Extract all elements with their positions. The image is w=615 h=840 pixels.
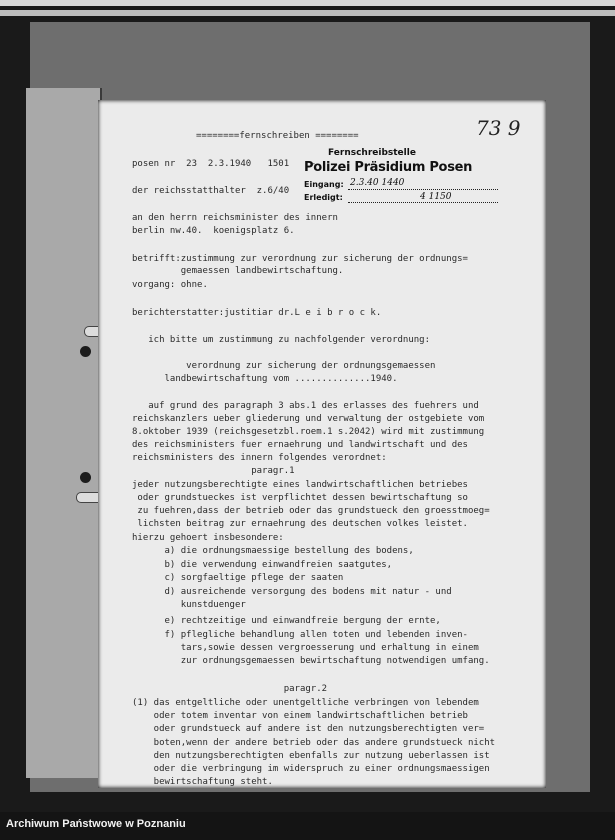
text-line: oder die verbringung im widerspruch zu einer ordnungsmaessigen xyxy=(132,764,490,774)
receipt-stamp xyxy=(300,148,540,210)
text-line: f) pflegliche behandlung allen toten und lebenden inven- xyxy=(132,630,468,640)
text-line: (1) das entgeltliche oder unentgeltliche verbringen von lebendem xyxy=(132,698,479,708)
stamp-authority: Polizei Präsidium Posen xyxy=(304,160,473,175)
stamp-erledigt-value: 4 1150 xyxy=(420,192,452,202)
handwritten-page-number: 73 9 xyxy=(476,116,521,140)
text-line: vorgang: ohne. xyxy=(132,280,208,290)
text-line: 8.oktober 1939 (reichsgesetzbl.roem.1 s.2042) wird mit zustimmung xyxy=(132,427,485,437)
text-line: hierzu gehoert insbesondere: xyxy=(132,533,284,543)
text-line: d) ausreichende versorgung des bodens mit natur - und xyxy=(132,587,452,597)
stamp-eingang-line xyxy=(348,189,498,190)
text-line: oder grundstueck auf andere ist den nutzungsberechtigten ver= xyxy=(132,724,485,734)
text-line: berlin nw.40. koenigsplatz 6. xyxy=(132,226,295,236)
stamp-eingang-value: 2.3.40 1440 xyxy=(350,178,405,188)
text-line: reichskanzlers ueber gliederung und verwaltung der ostgebiete vom xyxy=(132,414,485,424)
punch-hole-top xyxy=(80,346,91,357)
text-line: lichsten beitrag zur ernaehrung des deutschen volkes leistet. xyxy=(132,519,468,529)
text-line: an den herrn reichsminister des innern xyxy=(132,213,338,223)
text-line: bewirtschaftung steht. xyxy=(132,777,273,787)
text-line: tars,sowie dessen vergroesserung und erhaltung in einem xyxy=(132,643,479,653)
text-line: paragr.1 xyxy=(132,466,295,476)
text-line: der reichsstatthalter z.6/40 xyxy=(132,186,290,196)
film-top-edge-inner xyxy=(0,10,615,16)
text-line: a) die ordnungsmaessige bestellung des bodens, xyxy=(132,546,414,556)
stamp-eingang-label: Eingang: xyxy=(304,180,344,189)
archive-name: Archiwum Państwowe w Poznaniu xyxy=(6,818,186,830)
text-line: berichterstatter:justitiar dr.L e i b r o c k. xyxy=(132,308,382,318)
stamp-erledigt-label: Erledigt: xyxy=(304,193,343,202)
text-line: kunstduenger xyxy=(132,600,246,610)
text-line: betrifft:zustimmung zur verordnung zur sicherung der ordnungs= xyxy=(132,254,468,264)
text-line: jeder nutzungsberechtigte eines landwirtschaftlichen betriebes xyxy=(132,480,468,490)
text-line: ich bitte um zustimmung zu nachfolgender verordnung: xyxy=(132,335,431,345)
binder-tab xyxy=(26,88,102,778)
film-top-edge xyxy=(0,0,615,6)
text-line: paragr.2 xyxy=(132,684,328,694)
text-line: zur ordnungsgemaessen bewirtschaftung notwendigen umfang. xyxy=(132,656,490,666)
text-line: verordnung zur sicherung der ordnungsgemaessen xyxy=(132,361,436,371)
text-line: gemaessen landbewirtschaftung. xyxy=(132,266,344,276)
text-line: auf grund des paragraph 3 abs.1 des erlasses des fuehrers und xyxy=(132,401,479,411)
text-line: landbewirtschaftung vom ..............1940. xyxy=(132,374,398,384)
text-line: e) rechtzeitige und einwandfreie bergung der ernte, xyxy=(132,616,441,626)
text-line: des reichsministers fuer ernaehrung und landwirtschaft und des xyxy=(132,440,468,450)
stamp-office: Fernschreibstelle xyxy=(328,148,416,158)
text-line: zu fuehren,dass der betrieb oder das grundstueck den groesstmoeg= xyxy=(132,506,490,516)
text-line: den nutzungsberechtigten ebenfalls zur nutzung ueberlassen ist xyxy=(132,751,490,761)
text-line: boten,wenn der andere betrieb oder das andere grundstueck nicht xyxy=(132,738,496,748)
text-line: reichsministers des innern folgendes verordnet: xyxy=(132,453,387,463)
text-line: c) sorgfaeltige pflege der saaten xyxy=(132,573,344,583)
stamp-erledigt-line xyxy=(348,202,498,203)
text-line: oder totem inventar von einem landwirtschaftlichen betrieb xyxy=(132,711,468,721)
text-line: oder grundstueckes ist verpflichtet dessen bewirtschaftung so xyxy=(132,493,468,503)
text-line: ========fernschreiben ======== xyxy=(196,131,359,141)
punch-hole-bottom xyxy=(80,472,91,483)
text-line: b) die verwendung einwandfreien saatgutes, xyxy=(132,560,393,570)
text-line: posen nr 23 2.3.1940 1501 - xyxy=(132,159,317,169)
